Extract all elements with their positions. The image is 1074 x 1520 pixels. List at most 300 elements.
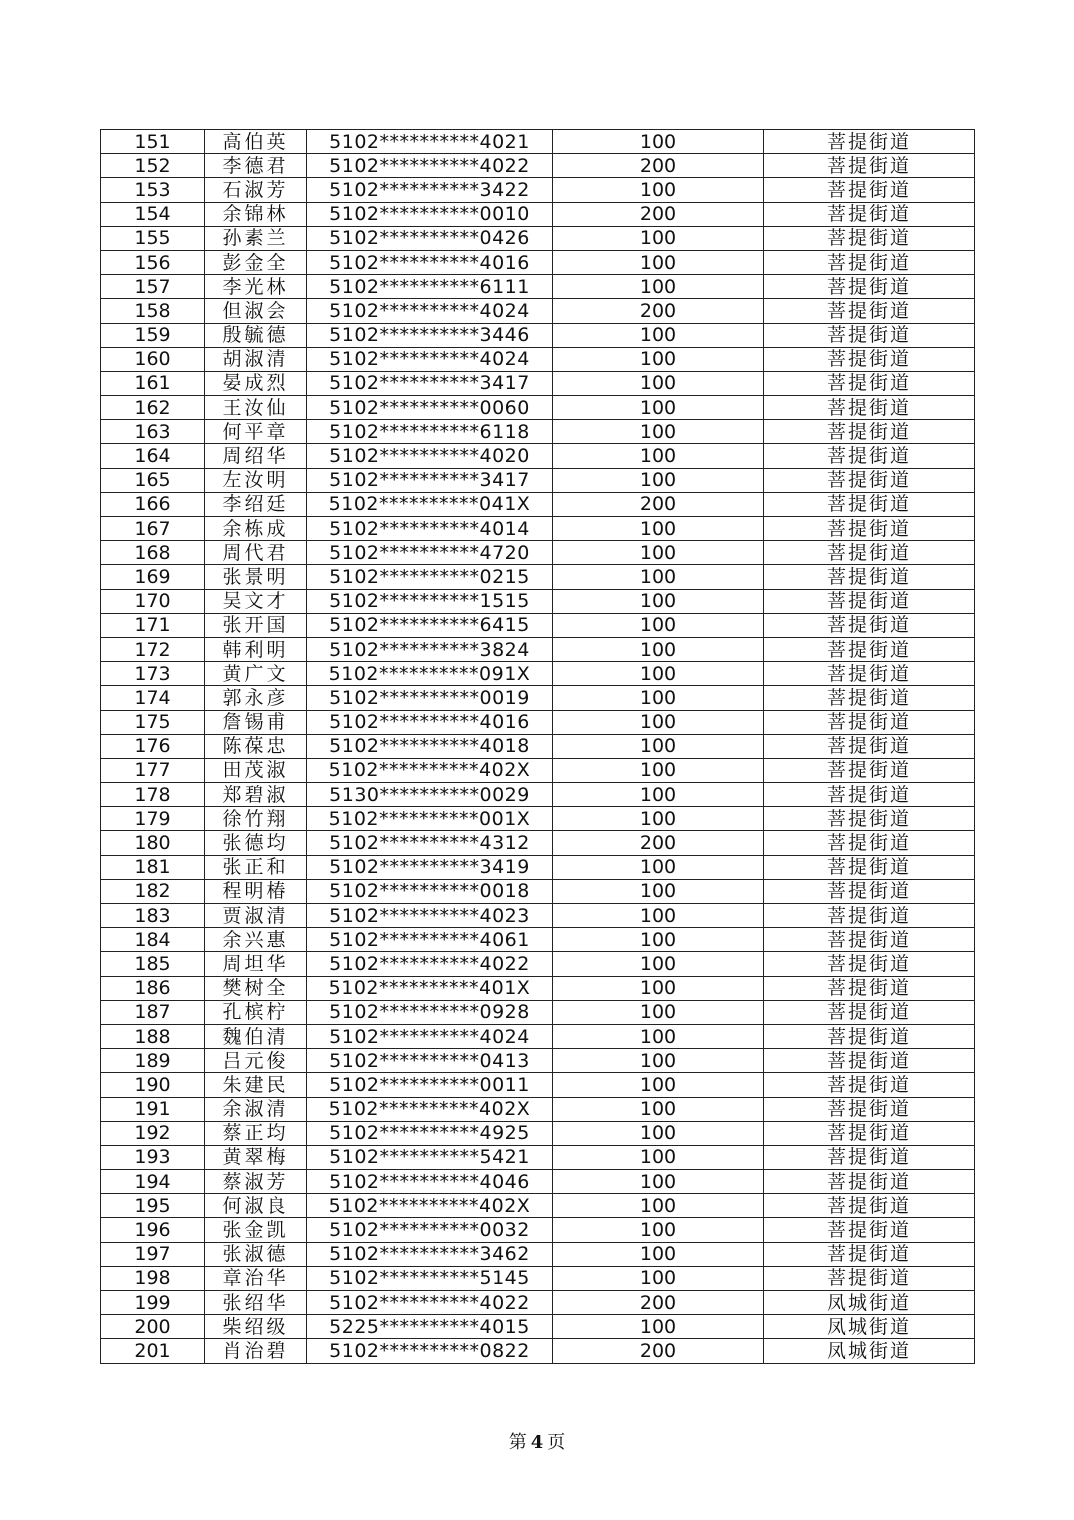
table-row [101,904,975,928]
street-area-cell: 菩提街道 [764,299,975,323]
id-number-cell: 5102**********3422 [307,178,553,202]
table-row [101,879,975,903]
page-footer [0,1428,1074,1454]
amount-cell: 100 [553,226,764,250]
row-number-cell: 197 [101,1242,205,1266]
row-number-cell: 160 [101,347,205,371]
table-row [101,758,975,782]
person-name-cell: 殷毓德 [205,323,307,347]
street-area-cell: 菩提街道 [764,154,975,178]
person-name-cell: 晏成烈 [205,371,307,395]
row-number-cell: 193 [101,1145,205,1169]
row-number-cell: 165 [101,468,205,492]
person-name-cell: 左汝明 [205,468,307,492]
street-area-cell: 菩提街道 [764,1242,975,1266]
person-name-cell: 孔槟柠 [205,1000,307,1024]
row-number-cell: 164 [101,444,205,468]
amount-cell: 100 [553,1242,764,1266]
street-area-cell: 菩提街道 [764,250,975,274]
row-number-cell: 169 [101,565,205,589]
page-footer-prefix: 第 [508,1432,527,1453]
row-number-cell: 172 [101,637,205,661]
amount-cell: 200 [553,831,764,855]
id-number-cell: 5102**********0060 [307,396,553,420]
page-number: 4 [530,1432,544,1453]
street-area-cell: 菩提街道 [764,517,975,541]
amount-cell: 100 [553,1121,764,1145]
person-name-cell: 田茂淑 [205,758,307,782]
table-row [101,783,975,807]
person-name-cell: 余锦林 [205,202,307,226]
street-area-cell: 菩提街道 [764,1097,975,1121]
person-name-cell: 蔡淑芳 [205,1170,307,1194]
id-number-cell: 5102**********4022 [307,952,553,976]
table-row [101,637,975,661]
row-number-cell: 180 [101,831,205,855]
person-name-cell: 程明椿 [205,879,307,903]
amount-cell: 100 [553,565,764,589]
amount-cell: 100 [553,976,764,1000]
id-number-cell: 5102**********4312 [307,831,553,855]
id-number-cell: 5102**********3446 [307,323,553,347]
street-area-cell: 菩提街道 [764,686,975,710]
table-row [101,323,975,347]
id-number-cell: 5102**********3417 [307,371,553,395]
row-number-cell: 201 [101,1339,205,1363]
id-number-cell: 5102**********0018 [307,879,553,903]
table-row [101,1024,975,1048]
row-number-cell: 155 [101,226,205,250]
row-number-cell: 185 [101,952,205,976]
person-name-cell: 但淑会 [205,299,307,323]
street-area-cell: 菩提街道 [764,1049,975,1073]
amount-cell: 100 [553,541,764,565]
person-name-cell: 周绍华 [205,444,307,468]
amount-cell: 100 [553,1315,764,1339]
row-number-cell: 162 [101,396,205,420]
table-row [101,662,975,686]
row-number-cell: 151 [101,130,205,154]
amount-cell: 100 [553,637,764,661]
amount-cell: 100 [553,444,764,468]
row-number-cell: 179 [101,807,205,831]
id-number-cell: 5102**********3417 [307,468,553,492]
street-area-cell: 凤城街道 [764,1291,975,1315]
id-number-cell: 5102**********4020 [307,444,553,468]
row-number-cell: 191 [101,1097,205,1121]
street-area-cell: 凤城街道 [764,1315,975,1339]
amount-cell: 100 [553,928,764,952]
id-number-cell: 5102**********4024 [307,299,553,323]
row-number-cell: 188 [101,1024,205,1048]
street-area-cell: 菩提街道 [764,807,975,831]
id-number-cell: 5102**********0032 [307,1218,553,1242]
id-number-cell: 5102**********4046 [307,1170,553,1194]
row-number-cell: 168 [101,541,205,565]
row-number-cell: 171 [101,613,205,637]
table-row [101,1266,975,1290]
roster-table [100,129,975,1364]
street-area-cell: 菩提街道 [764,1000,975,1024]
roster-table-body [101,130,975,1364]
person-name-cell: 余栋成 [205,517,307,541]
row-number-cell: 196 [101,1218,205,1242]
table-row [101,1291,975,1315]
street-area-cell: 菩提街道 [764,976,975,1000]
person-name-cell: 张景明 [205,565,307,589]
street-area-cell: 菩提街道 [764,710,975,734]
street-area-cell: 菩提街道 [764,613,975,637]
id-number-cell: 5102**********6111 [307,275,553,299]
amount-cell: 100 [553,783,764,807]
street-area-cell: 菩提街道 [764,371,975,395]
person-name-cell: 周坦华 [205,952,307,976]
amount-cell: 100 [553,1194,764,1218]
row-number-cell: 175 [101,710,205,734]
row-number-cell: 177 [101,758,205,782]
amount-cell: 100 [553,904,764,928]
street-area-cell: 菩提街道 [764,323,975,347]
amount-cell: 100 [553,662,764,686]
table-row [101,976,975,1000]
person-name-cell: 张正和 [205,855,307,879]
street-area-cell: 菩提街道 [764,904,975,928]
person-name-cell: 韩利明 [205,637,307,661]
person-name-cell: 樊树全 [205,976,307,1000]
table-row [101,952,975,976]
person-name-cell: 詹锡甫 [205,710,307,734]
id-number-cell: 5102**********4022 [307,154,553,178]
street-area-cell: 菩提街道 [764,396,975,420]
row-number-cell: 184 [101,928,205,952]
person-name-cell: 李光林 [205,275,307,299]
amount-cell: 100 [553,734,764,758]
table-row [101,928,975,952]
table-row [101,1145,975,1169]
amount-cell: 100 [553,686,764,710]
person-name-cell: 郑碧淑 [205,783,307,807]
page-footer-suffix: 页 [547,1432,566,1453]
street-area-cell: 菩提街道 [764,202,975,226]
table-row [101,1194,975,1218]
street-area-cell: 菩提街道 [764,662,975,686]
table-row [101,420,975,444]
id-number-cell: 5102**********4021 [307,130,553,154]
amount-cell: 100 [553,855,764,879]
row-number-cell: 198 [101,1266,205,1290]
table-row [101,444,975,468]
amount-cell: 100 [553,1024,764,1048]
street-area-cell: 菩提街道 [764,347,975,371]
person-name-cell: 吴文才 [205,589,307,613]
amount-cell: 200 [553,299,764,323]
id-number-cell: 5102**********0011 [307,1073,553,1097]
street-area-cell: 菩提街道 [764,178,975,202]
table-row [101,1097,975,1121]
street-area-cell: 菩提街道 [764,952,975,976]
amount-cell: 100 [553,371,764,395]
id-number-cell: 5102**********1515 [307,589,553,613]
id-number-cell: 5102**********091X [307,662,553,686]
street-area-cell: 菩提街道 [764,637,975,661]
person-name-cell: 黄广文 [205,662,307,686]
person-name-cell: 张德均 [205,831,307,855]
person-name-cell: 贾淑清 [205,904,307,928]
id-number-cell: 5102**********0426 [307,226,553,250]
street-area-cell: 菩提街道 [764,1145,975,1169]
table-row [101,178,975,202]
row-number-cell: 183 [101,904,205,928]
street-area-cell: 菩提街道 [764,783,975,807]
person-name-cell: 吕元俊 [205,1049,307,1073]
table-row [101,855,975,879]
amount-cell: 100 [553,130,764,154]
table-row [101,275,975,299]
amount-cell: 100 [553,613,764,637]
row-number-cell: 156 [101,250,205,274]
person-name-cell: 胡淑清 [205,347,307,371]
id-number-cell: 5102**********001X [307,807,553,831]
amount-cell: 100 [553,1145,764,1169]
street-area-cell: 菩提街道 [764,275,975,299]
row-number-cell: 178 [101,783,205,807]
amount-cell: 100 [553,275,764,299]
id-number-cell: 5102**********401X [307,976,553,1000]
amount-cell: 100 [553,347,764,371]
id-number-cell: 5102**********6415 [307,613,553,637]
street-area-cell: 菩提街道 [764,855,975,879]
person-name-cell: 王汝仙 [205,396,307,420]
table-row [101,1218,975,1242]
row-number-cell: 182 [101,879,205,903]
id-number-cell: 5102**********4018 [307,734,553,758]
street-area-cell: 菩提街道 [764,1024,975,1048]
table-row [101,492,975,516]
row-number-cell: 195 [101,1194,205,1218]
row-number-cell: 159 [101,323,205,347]
person-name-cell: 朱建民 [205,1073,307,1097]
row-number-cell: 192 [101,1121,205,1145]
id-number-cell: 5102**********4022 [307,1291,553,1315]
row-number-cell: 173 [101,662,205,686]
id-number-cell: 5102**********4016 [307,710,553,734]
table-row [101,541,975,565]
street-area-cell: 菩提街道 [764,130,975,154]
person-name-cell: 石淑芳 [205,178,307,202]
table-row [101,250,975,274]
table-row [101,589,975,613]
id-number-cell: 5102**********4014 [307,517,553,541]
row-number-cell: 154 [101,202,205,226]
id-number-cell: 5102**********6118 [307,420,553,444]
person-name-cell: 孙素兰 [205,226,307,250]
street-area-cell: 菩提街道 [764,420,975,444]
row-number-cell: 176 [101,734,205,758]
id-number-cell: 5102**********0019 [307,686,553,710]
person-name-cell: 张开国 [205,613,307,637]
id-number-cell: 5102**********0822 [307,1339,553,1363]
table-row [101,565,975,589]
id-number-cell: 5102**********3824 [307,637,553,661]
table-row [101,613,975,637]
id-number-cell: 5102**********402X [307,758,553,782]
id-number-cell: 5102**********0413 [307,1049,553,1073]
table-row [101,1000,975,1024]
street-area-cell: 菩提街道 [764,444,975,468]
street-area-cell: 菩提街道 [764,565,975,589]
amount-cell: 100 [553,710,764,734]
street-area-cell: 菩提街道 [764,928,975,952]
id-number-cell: 5102**********402X [307,1097,553,1121]
id-number-cell: 5130**********0029 [307,783,553,807]
id-number-cell: 5102**********402X [307,1194,553,1218]
id-number-cell: 5102**********0215 [307,565,553,589]
amount-cell: 200 [553,1339,764,1363]
amount-cell: 100 [553,323,764,347]
id-number-cell: 5102**********4720 [307,541,553,565]
amount-cell: 200 [553,492,764,516]
amount-cell: 100 [553,1000,764,1024]
person-name-cell: 张金凯 [205,1218,307,1242]
person-name-cell: 彭金全 [205,250,307,274]
amount-cell: 200 [553,154,764,178]
id-number-cell: 5102**********5145 [307,1266,553,1290]
row-number-cell: 174 [101,686,205,710]
person-name-cell: 李绍廷 [205,492,307,516]
id-number-cell: 5225**********4015 [307,1315,553,1339]
street-area-cell: 凤城街道 [764,1339,975,1363]
id-number-cell: 5102**********4024 [307,347,553,371]
amount-cell: 200 [553,202,764,226]
row-number-cell: 157 [101,275,205,299]
row-number-cell: 161 [101,371,205,395]
row-number-cell: 199 [101,1291,205,1315]
amount-cell: 100 [553,250,764,274]
person-name-cell: 陈葆忠 [205,734,307,758]
id-number-cell: 5102**********4061 [307,928,553,952]
street-area-cell: 菩提街道 [764,758,975,782]
street-area-cell: 菩提街道 [764,468,975,492]
amount-cell: 100 [553,879,764,903]
id-number-cell: 5102**********4925 [307,1121,553,1145]
table-row [101,1315,975,1339]
row-number-cell: 153 [101,178,205,202]
table-row [101,1049,975,1073]
id-number-cell: 5102**********5421 [307,1145,553,1169]
table-row [101,686,975,710]
amount-cell: 100 [553,420,764,444]
table-row [101,1242,975,1266]
table-row [101,1121,975,1145]
person-name-cell: 章治华 [205,1266,307,1290]
amount-cell: 100 [553,517,764,541]
person-name-cell: 何平章 [205,420,307,444]
amount-cell: 100 [553,1097,764,1121]
street-area-cell: 菩提街道 [764,1266,975,1290]
table-row [101,226,975,250]
table-row [101,807,975,831]
street-area-cell: 菩提街道 [764,226,975,250]
table-row [101,154,975,178]
id-number-cell: 5102**********0928 [307,1000,553,1024]
row-number-cell: 189 [101,1049,205,1073]
street-area-cell: 菩提街道 [764,879,975,903]
table-row [101,1339,975,1363]
table-row [101,517,975,541]
street-area-cell: 菩提街道 [764,1073,975,1097]
person-name-cell: 柴绍级 [205,1315,307,1339]
table-row [101,371,975,395]
id-number-cell: 5102**********4016 [307,250,553,274]
id-number-cell: 5102**********4024 [307,1024,553,1048]
amount-cell: 100 [553,468,764,492]
amount-cell: 100 [553,1266,764,1290]
id-number-cell: 5102**********4023 [307,904,553,928]
row-number-cell: 166 [101,492,205,516]
amount-cell: 100 [553,758,764,782]
table-row [101,710,975,734]
amount-cell: 100 [553,589,764,613]
row-number-cell: 187 [101,1000,205,1024]
table-row [101,299,975,323]
table-row [101,1073,975,1097]
table-row [101,831,975,855]
row-number-cell: 181 [101,855,205,879]
row-number-cell: 170 [101,589,205,613]
person-name-cell: 张淑德 [205,1242,307,1266]
row-number-cell: 152 [101,154,205,178]
person-name-cell: 蔡正均 [205,1121,307,1145]
street-area-cell: 菩提街道 [764,589,975,613]
person-name-cell: 李德君 [205,154,307,178]
street-area-cell: 菩提街道 [764,1194,975,1218]
person-name-cell: 黄翠梅 [205,1145,307,1169]
person-name-cell: 肖治碧 [205,1339,307,1363]
table-row [101,396,975,420]
street-area-cell: 菩提街道 [764,541,975,565]
street-area-cell: 菩提街道 [764,734,975,758]
street-area-cell: 菩提街道 [764,831,975,855]
id-number-cell: 5102**********3462 [307,1242,553,1266]
person-name-cell: 徐竹翔 [205,807,307,831]
row-number-cell: 163 [101,420,205,444]
street-area-cell: 菩提街道 [764,1121,975,1145]
street-area-cell: 菩提街道 [764,492,975,516]
row-number-cell: 200 [101,1315,205,1339]
amount-cell: 100 [553,1073,764,1097]
person-name-cell: 魏伯清 [205,1024,307,1048]
row-number-cell: 167 [101,517,205,541]
street-area-cell: 菩提街道 [764,1170,975,1194]
person-name-cell: 郭永彦 [205,686,307,710]
amount-cell: 100 [553,807,764,831]
row-number-cell: 190 [101,1073,205,1097]
person-name-cell: 高伯英 [205,130,307,154]
person-name-cell: 余兴惠 [205,928,307,952]
person-name-cell: 张绍华 [205,1291,307,1315]
amount-cell: 100 [553,178,764,202]
amount-cell: 100 [553,1218,764,1242]
table-row [101,130,975,154]
street-area-cell: 菩提街道 [764,1218,975,1242]
row-number-cell: 158 [101,299,205,323]
amount-cell: 100 [553,1170,764,1194]
table-row [101,347,975,371]
id-number-cell: 5102**********041X [307,492,553,516]
id-number-cell: 5102**********3419 [307,855,553,879]
amount-cell: 100 [553,1049,764,1073]
person-name-cell: 周代君 [205,541,307,565]
